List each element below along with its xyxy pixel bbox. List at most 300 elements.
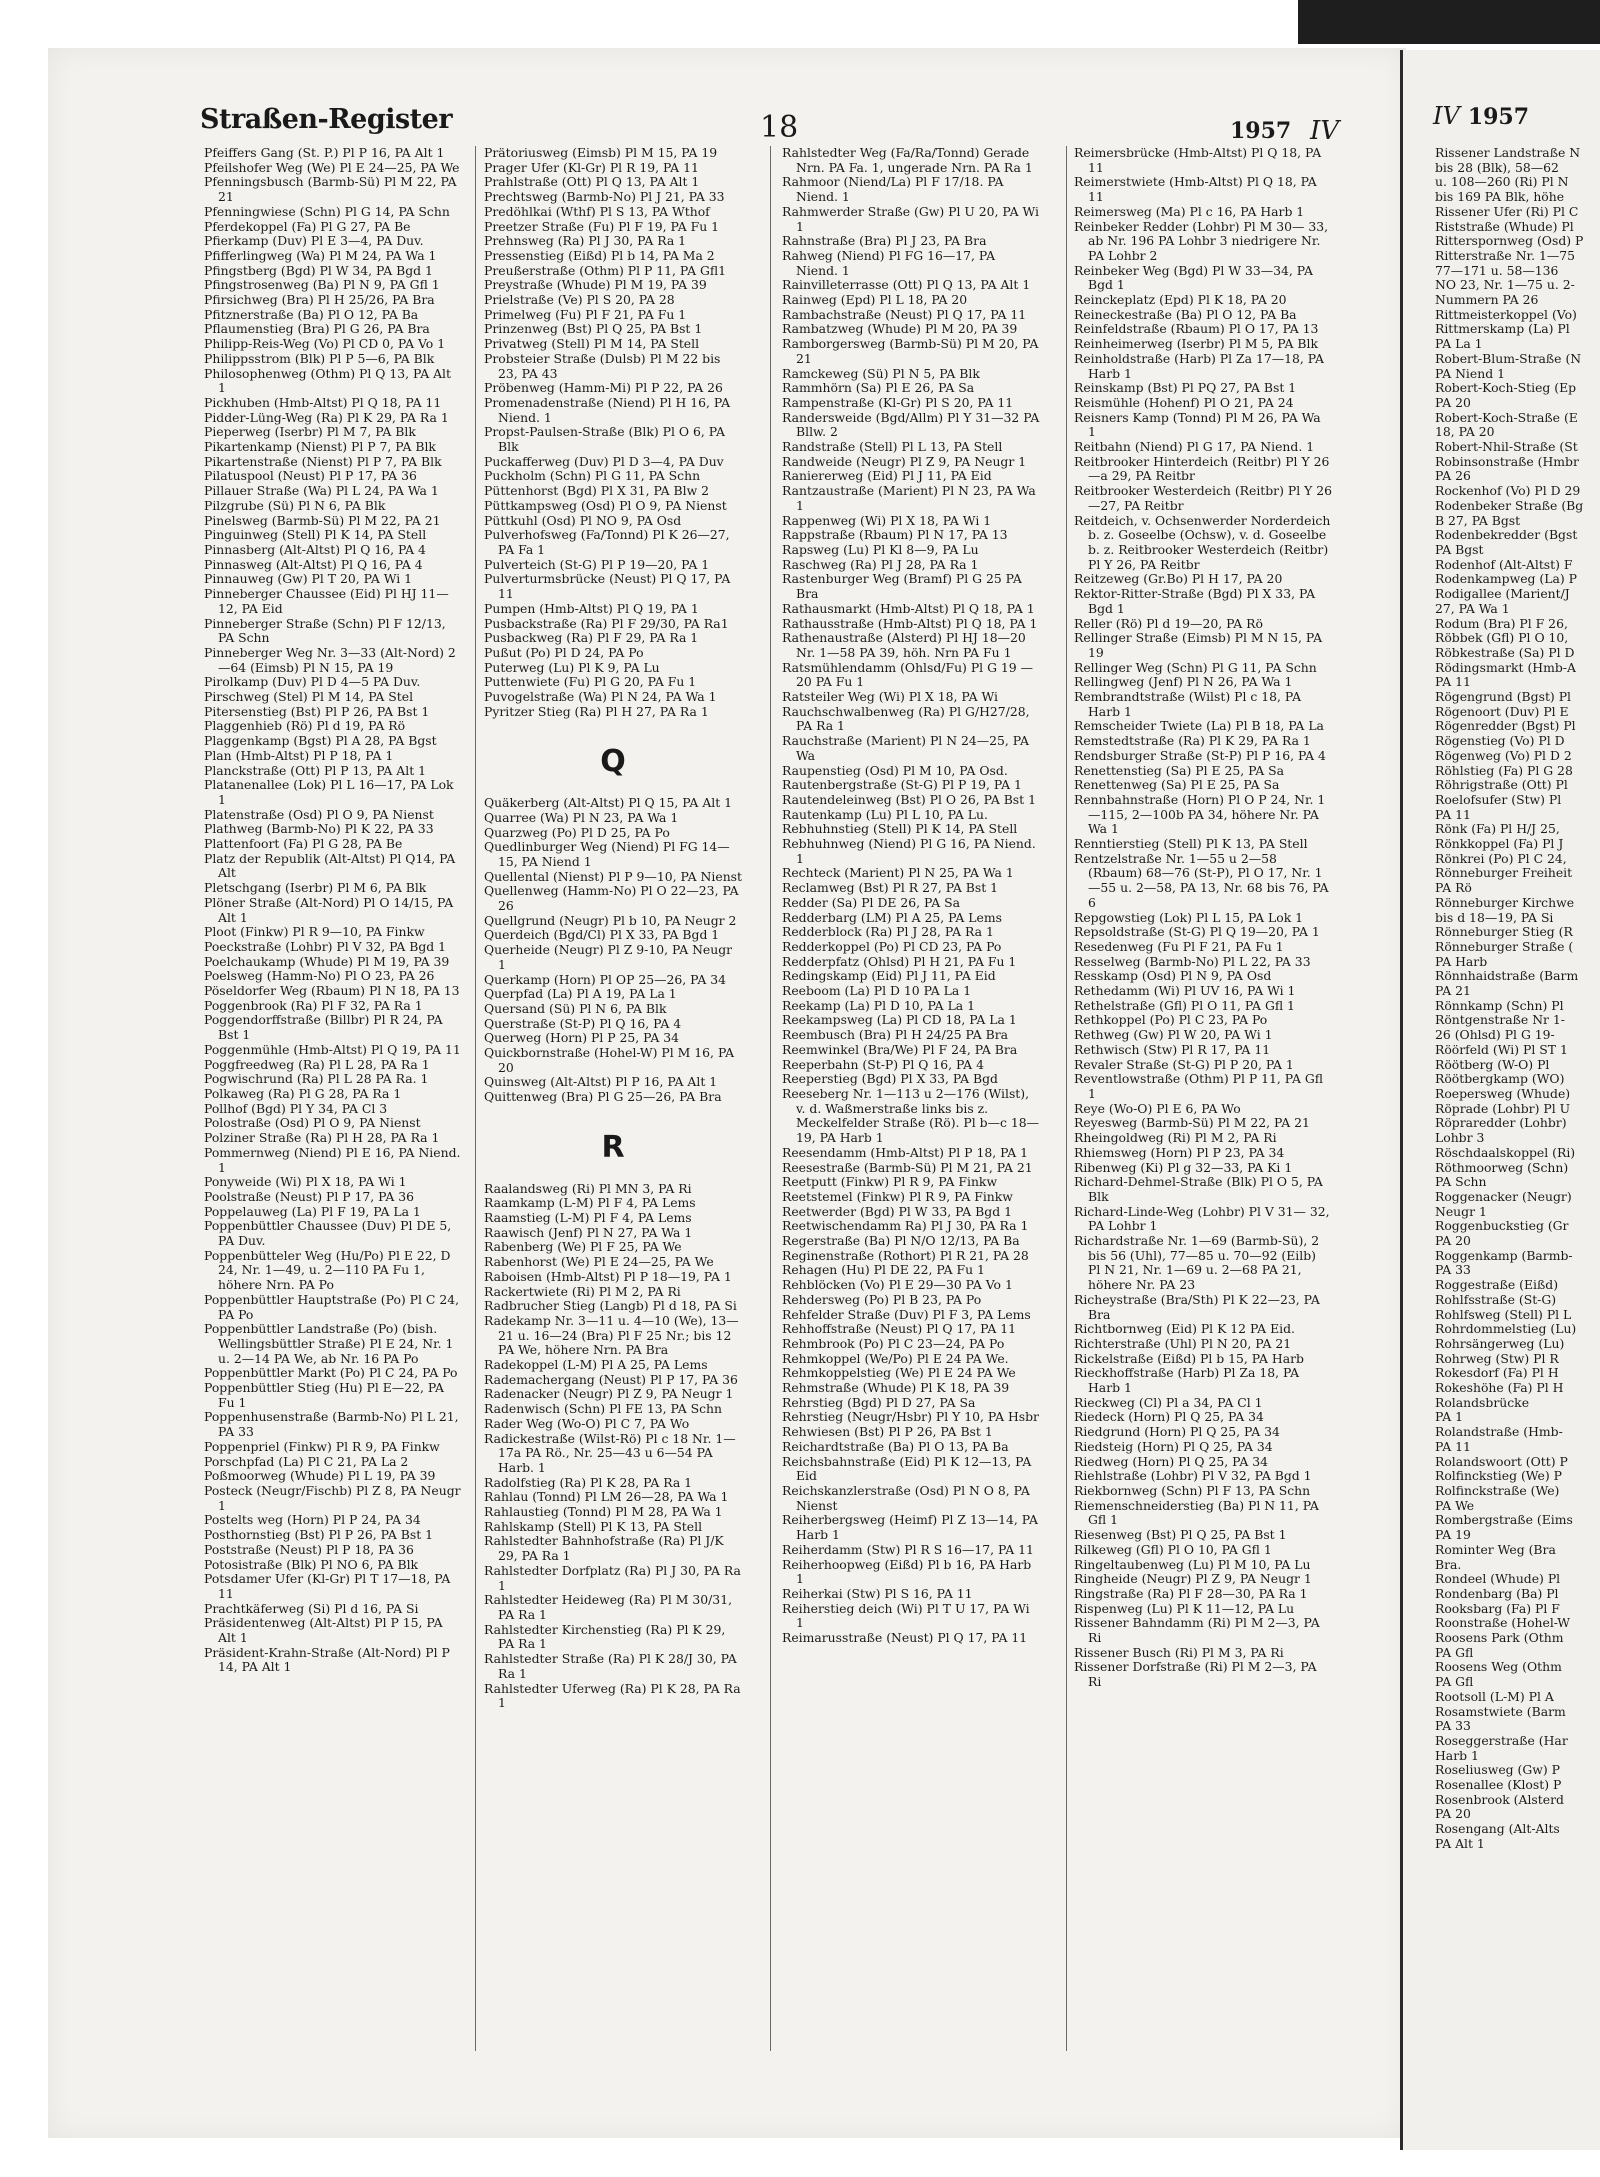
street-entry: Rolfinckstieg (We) P <box>1435 1468 1562 1484</box>
street-entry: Rabenberg (We) Pl F 25, PA We <box>484 1239 682 1255</box>
street-entry: Reiherbergsweg (Heimf) Pl Z 13—14, PA Harb 1 <box>782 1512 1038 1543</box>
street-entry: Rektor-Ritter-Straße (Bgd) Pl X 33, PA Bgd 1 <box>1074 586 1316 616</box>
street-entry: PA Alt 1 <box>1435 1835 1485 1851</box>
section-letter-q: Q <box>600 744 626 780</box>
street-entry: Rolandsbrücke <box>1435 1394 1530 1410</box>
street-entry: Poppenbütteler Weg (Hu/Po) Pl E 22, D 24, Nr. 1—49, u. 2—110 PA Fu 1, höhere Nrn. PA Po <box>204 1247 451 1293</box>
street-entry: Redderblock (Ra) Pl J 28, PA Ra 1 <box>782 924 994 940</box>
street-entry: Redderkoppel (Po) Pl CD 23, PA Po <box>782 938 1002 954</box>
street-entry: PA La 1 <box>1435 336 1483 352</box>
street-entry: Rodigallee (Marient/J <box>1435 586 1570 602</box>
street-entry: Querstraße (St-P) Pl Q 16, PA 4 <box>484 1015 682 1031</box>
street-entry: Reetstemel (Finkw) Pl R 9, PA Finkw <box>782 1188 1013 1204</box>
street-entry: Raalandsweg (Ri) Pl MN 3, PA Ri <box>484 1180 692 1196</box>
street-entry: Reineckestraße (Ba) Pl O 12, PA Ba <box>1074 306 1297 322</box>
street-entry: Rahlskamp (Stell) Pl K 13, PA Stell <box>484 1518 703 1534</box>
street-entry: Röhlstieg (Fa) Pl G 28 <box>1435 762 1573 778</box>
street-entry: Pflaumenstieg (Bra) Pl G 26, PA Bra <box>204 321 430 337</box>
street-entry: Remscheider Twiete (La) Pl B 18, PA La <box>1074 718 1324 734</box>
street-entry: Rethedamm (Wi) Pl UV 16, PA Wi 1 <box>1074 983 1296 999</box>
street-entry: Renntierstieg (Stell) Pl K 13, PA Stell <box>1074 836 1308 852</box>
street-entry: Rönkkoppel (Fa) Pl J <box>1435 836 1564 852</box>
street-entry: Rehdersweg (Po) Pl B 23, PA Po <box>782 1291 982 1307</box>
street-entry: Quinsweg (Alt-Altst) Pl P 16, PA Alt 1 <box>484 1074 718 1090</box>
street-entry: Ritterspornweg (Osd) P <box>1435 233 1584 249</box>
street-entry: Ribenweg (Ki) Pl g 32—33, PA Ki 1 <box>1074 1159 1293 1175</box>
street-entry: Rademachergang (Neust) Pl P 17, PA 36 <box>484 1371 738 1387</box>
street-entry: Reinckeplatz (Epd) Pl K 18, PA 20 <box>1074 292 1287 308</box>
street-entry: Reeperbahn (St-P) Pl Q 16, PA 4 <box>782 1056 984 1072</box>
street-entry: Rissener Landstraße N <box>1435 145 1581 160</box>
street-entry: Reimersweg (Ma) Pl c 16, PA Harb 1 <box>1074 203 1305 219</box>
street-entry: Reinbeker Redder (Lohbr) Pl M 30— 33, ab Nr. 196 PA Lohbr 3 niedrigere Nr. PA Lohbr 2 <box>1074 218 1329 263</box>
street-entry: Predöhlkai (Wthf) Pl S 13, PA Wthof <box>484 203 710 219</box>
street-entry: Pinneberger Straße (Schn) Pl F 12/13, PA Schn <box>204 615 446 646</box>
street-entry: Rathenaustraße (Alsterd) Pl HJ 18—20 Nr. 1—58 PA 39, höh. Nrn PA Fu 1 <box>782 630 1026 660</box>
street-entry: Neugr 1 <box>1435 1203 1487 1219</box>
street-entry: Pidder-Lüng-Weg (Ra) Pl K 29, PA Ra 1 <box>204 409 449 425</box>
street-entry: Reinholdstraße (Harb) Pl Za 17—18, PA Harb 1 <box>1074 350 1324 381</box>
street-entry: Quickbornstraße (Hohel-W) Pl M 16, PA 20 <box>484 1045 735 1075</box>
street-entry: Reekamp (La) Pl D 10, PA La 1 <box>782 997 976 1013</box>
street-entry: Rechteck (Marient) Pl N 25, PA Wa 1 <box>782 865 1014 881</box>
street-entry: PA 20 <box>1435 1233 1471 1249</box>
street-entry: PA 21 <box>1435 983 1471 999</box>
street-entry: Rodenbeker Straße (Bg <box>1435 497 1584 513</box>
street-entry: Rehmkoppel (We/Po) Pl E 24 PA We. <box>782 1350 1009 1366</box>
street-entry: Resedenweg (Fu Pl F 21, PA Fu 1 <box>1074 938 1284 954</box>
street-entry: Poeckstraße (Lohbr) Pl V 32, PA Bgd 1 <box>204 938 447 954</box>
street-entry: Poelsweg (Hamm-No) Pl O 23, PA 26 <box>204 968 435 984</box>
street-entry: PA We <box>1435 1497 1475 1513</box>
street-entry: Roosens Park (Othm <box>1435 1630 1564 1646</box>
street-entry: bis 28 (Blk), 58—62 <box>1435 159 1559 175</box>
street-entry: Pletschgang (Iserbr) Pl M 6, PA Blk <box>204 880 427 896</box>
street-entry: Rautenbergstraße (St-G) Pl P 19, PA 1 <box>782 777 1022 793</box>
street-entry: Postelts weg (Horn) Pl P 24, PA 34 <box>204 1512 421 1528</box>
street-entry: Pressenstieg (Eißd) Pl b 14, PA Ma 2 <box>484 247 715 263</box>
street-entry: Rönk (Fa) Pl H/J 25, <box>1435 821 1560 837</box>
street-entry: Polkaweg (Ra) Pl G 28, PA Ra 1 <box>204 1086 402 1101</box>
street-entry: Ponyweide (Wi) Pl X 18, PA Wi 1 <box>204 1174 407 1190</box>
street-entry: Quellenweg (Hamm-No) Pl O 22—23, PA 26 <box>484 883 739 914</box>
street-entry: Rahnstraße (Bra) Pl J 23, PA Bra <box>782 233 987 249</box>
page-number: 18 <box>760 110 799 145</box>
street-entry: Rootsoll (L-M) Pl A <box>1435 1688 1554 1704</box>
column-divider <box>1066 146 1067 2051</box>
street-entry: Nummern PA 26 <box>1435 292 1539 308</box>
street-entry: Poppenbüttler Chaussee (Duv) Pl DE 5, PA Duv. <box>204 1218 452 1249</box>
page-title: Straßen-Register <box>200 104 453 135</box>
street-entry: Reesendamm (Hmb-Altst) Pl P 18, PA 1 <box>782 1144 1029 1160</box>
street-entry: Rendsburger Straße (St-P) Pl P 16, PA 4 <box>1074 747 1326 763</box>
street-entry: Polziner Straße (Ra) Pl H 28, PA Ra 1 <box>204 1130 440 1146</box>
street-entry: Prahlstraße (Ott) Pl Q 13, PA Alt 1 <box>484 174 700 190</box>
street-entry: Puvogelstraße (Wa) Pl N 24, PA Wa 1 <box>484 689 717 705</box>
page-volume: IV <box>1310 116 1340 146</box>
street-entry: Rahlstedter Uferweg (Ra) Pl K 28, PA Ra 1 <box>484 1680 741 1711</box>
street-entry: Riehlstraße (Lohbr) Pl V 32, PA Bgd 1 <box>1074 1468 1312 1484</box>
street-entry: Rembrandtstraße (Wilst) Pl c 18, PA Harb 1 <box>1074 689 1302 719</box>
street-entry: Renettenstieg (Sa) Pl E 25, PA Sa <box>1074 762 1285 778</box>
street-entry: B 27, PA Bgst <box>1435 512 1521 528</box>
street-entry: Rainvilleterrasse (Ott) Pl Q 13, PA Alt 1 <box>782 277 1031 293</box>
street-entry: Remstedtstraße (Ra) Pl K 29, PA Ra 1 <box>1074 733 1311 749</box>
street-entry: Reiherhoopweg (Eißd) Pl b 16, PA Harb 1 <box>782 1556 1032 1587</box>
street-entry: Reclamweg (Bst) Pl R 27, PA Bst 1 <box>782 880 999 896</box>
street-entry: Rappenweg (Wi) Pl X 18, PA Wi 1 <box>782 512 992 528</box>
street-entry: Radekoppel (L-M) Pl A 25, PA Lems <box>484 1357 708 1373</box>
street-entry: Reeboom (La) Pl D 10 PA La 1 <box>782 983 972 999</box>
street-entry: Rambachstraße (Neust) Pl Q 17, PA 11 <box>782 306 1027 322</box>
street-entry: Roelofsufer (Stw) Pl <box>1435 791 1562 807</box>
street-entry: Privatweg (Stell) Pl M 14, PA Stell <box>484 336 700 352</box>
street-entry: PA 26 <box>1435 468 1471 484</box>
street-entry: Rhiemsweg (Horn) Pl P 23, PA 34 <box>1074 1144 1285 1160</box>
street-entry: Rissener Dorfstraße (Ri) Pl M 2—3, PA Ri <box>1074 1659 1317 1690</box>
street-entry: Poppenbüttler Markt (Po) Pl C 24, PA Po <box>204 1365 458 1381</box>
street-entry: Rögenstieg (Vo) Pl D <box>1435 733 1565 749</box>
street-entry: PA 11 <box>1435 674 1471 690</box>
street-entry: Plan (Hmb-Altst) Pl P 18, PA 1 <box>204 747 394 763</box>
street-entry: Raawisch (Jenf) Pl N 27, PA Wa 1 <box>484 1224 693 1240</box>
street-entry: Puterweg (Lu) Pl K 9, PA Lu <box>484 659 660 675</box>
street-entry: Richtbornweg (Eid) Pl K 12 PA Eid. <box>1074 1321 1295 1337</box>
street-entry: Rahmoor (Niend/La) Pl F 17/18. PA Niend. 1 <box>782 174 1004 205</box>
street-entry: Riedeck (Horn) Pl Q 25, PA 34 <box>1074 1409 1264 1425</box>
street-entry: Rebhuhnstieg (Stell) Pl K 14, PA Stell <box>782 821 1018 837</box>
street-entry: Röötberg (W-O) Pl <box>1435 1056 1550 1072</box>
street-entry: Potosistraße (Blk) Pl NO 6, PA Blk <box>204 1556 419 1572</box>
street-entry: Reimersbrücke (Hmb-Altst) Pl Q 18, PA 11 <box>1074 146 1322 175</box>
street-entry: Pilzgrube (Sü) Pl N 6, PA Blk <box>204 497 386 513</box>
street-entry: Rethelstraße (Gfl) Pl O 11, PA Gfl 1 <box>1074 997 1295 1013</box>
street-entry: Rahmwerder Straße (Gw) Pl U 20, PA Wi 1 <box>782 203 1039 234</box>
street-entry: Roepersweg (Whude) <box>1435 1086 1571 1101</box>
street-entry: Reginenstraße (Rothort) Pl R 21, PA 28 <box>782 1247 1029 1263</box>
street-entry: Rohlfsweg (Stell) Pl L <box>1435 1306 1572 1322</box>
street-entry: Reemwinkel (Bra/We) Pl F 24, PA Bra <box>782 1041 1018 1057</box>
street-entry: Rambatzweg (Whude) Pl M 20, PA 39 <box>782 321 1018 337</box>
street-entry: 26 (Ohlsd) Pl G 19- <box>1435 1027 1555 1043</box>
street-entry: Rolandstraße (Hmb- <box>1435 1424 1563 1440</box>
next-page-year: 1957 <box>1467 104 1530 130</box>
street-entry: Harb 1 <box>1435 1747 1479 1763</box>
street-entry: Riedweg (Horn) Pl Q 25, PA 34 <box>1074 1453 1268 1469</box>
street-entry: Rosengang (Alt-Alts <box>1435 1821 1560 1837</box>
street-entry: Ritterstraße Nr. 1—75 <box>1435 247 1576 263</box>
street-entry: Rehmstraße (Whude) Pl K 18, PA 39 <box>782 1380 1010 1396</box>
street-entry: Röörfeld (Wi) Pl ST 1 <box>1435 1041 1568 1057</box>
street-entry: Rautendeleinweg (Bst) Pl O 26, PA Bst 1 <box>782 791 1036 807</box>
page-year: 1957 <box>1230 118 1292 144</box>
street-entry: Reitbrooker Westerdeich (Reitbr) Pl Y 26—27, PA Reitbr <box>1074 483 1332 513</box>
street-entry: Reye (Wo-O) Pl E 6, PA Wo <box>1074 1100 1241 1116</box>
street-entry: Rentzelstraße Nr. 1—55 u 2—58 (Rbaum) 68—76 (St-P), Pl O 17, Nr. 1—55 u. 2—58, PA 13, Nr. 68 bis 76, PA 6 <box>1074 850 1329 910</box>
street-entry: Rathausstraße (Hmb-Altst) Pl Q 18, PA 1 <box>782 615 1038 631</box>
street-entry: Pfifferlingweg (Wa) Pl M 24, PA Wa 1 <box>204 247 437 263</box>
street-entry: Roggenbuckstieg (Gr <box>1435 1218 1569 1234</box>
street-entry: Pinnasweg (Alt-Altst) Pl Q 16, PA 4 <box>204 556 423 572</box>
street-entry: Pikartenkamp (Nienst) Pl P 7, PA Blk <box>204 439 436 455</box>
street-entry: Pusbackstraße (Ra) Pl F 29/30, PA Ra1 <box>484 615 729 631</box>
street-entry: Randersweide (Bgd/Allm) Pl Y 31—32 PA Bllw. 2 <box>782 409 1040 440</box>
street-entry: Rosamstwiete (Barm <box>1435 1703 1566 1719</box>
street-entry: Posthornstieg (Bst) Pl P 26, PA Bst 1 <box>204 1527 434 1543</box>
street-entry: Richterstraße (Uhl) Pl N 20, PA 21 <box>1074 1335 1292 1351</box>
street-entry: Rönneburger Freiheit <box>1435 865 1573 881</box>
street-entry: Planckstraße (Ott) Pl P 13, PA Alt 1 <box>204 762 426 778</box>
street-entry: Pulverhofsweg (Fa/Tonnd) Pl K 26—27, PA Fa 1 <box>484 527 730 557</box>
street-entry: Pirschweg (Stel) Pl M 14, PA Stel <box>204 689 414 705</box>
street-entry: Quellental (Nienst) Pl P 9—10, PA Nienst <box>484 868 742 884</box>
street-entry: Rapsweg (Lu) Pl Kl 8—9, PA Lu <box>782 541 979 557</box>
street-entry: Preetzer Straße (Fu) Pl F 19, PA Fu 1 <box>484 218 720 234</box>
street-entry: Rombergstraße (Eims <box>1435 1512 1573 1528</box>
street-entry: Rittmerskamp (La) Pl <box>1435 321 1570 337</box>
street-entry: Reitbrooker Hinterdeich (Reitbr) Pl Y 26—a 29, PA Reitbr <box>1074 453 1330 484</box>
street-entry: Rathausmarkt (Hmb-Altst) Pl Q 18, PA 1 <box>782 600 1035 616</box>
street-entry: Rieckweg (Cl) Pl a 34, PA Cl 1 <box>1074 1394 1263 1410</box>
street-entry: PA 33 <box>1435 1262 1471 1278</box>
street-entry: Riekbornweg (Schn) Pl F 13, PA Schn <box>1074 1482 1311 1498</box>
street-entry: Reetputt (Finkw) Pl R 9, PA Finkw <box>782 1174 998 1190</box>
street-entry: Reiherstieg deich (Wi) Pl T U 17, PA Wi 1 <box>782 1600 1030 1631</box>
street-entry: Röprade (Lohbr) Pl U <box>1435 1100 1571 1116</box>
street-entry: Quellgrund (Neugr) Pl b 10, PA Neugr 2 <box>484 912 737 928</box>
street-entry: Quäkerberg (Alt-Altst) Pl Q 15, PA Alt 1 <box>484 795 733 811</box>
street-entry: Rickelstraße (Eißd) Pl b 15, PA Harb <box>1074 1350 1304 1366</box>
street-entry: Rackertwiete (Ri) Pl M 2, PA Ri <box>484 1283 681 1299</box>
street-entry: Raboisen (Hmb-Altst) Pl P 18—19, PA 1 <box>484 1268 732 1284</box>
street-entry: Ratsteiler Weg (Wi) Pl X 18, PA Wi <box>782 689 998 705</box>
street-entry: Röbkestraße (Sa) Pl D <box>1435 644 1575 660</box>
street-entry: Repgowstieg (Lok) Pl L 15, PA Lok 1 <box>1074 909 1304 925</box>
street-entry: Pillauer Straße (Wa) Pl L 24, PA Wa 1 <box>204 483 439 499</box>
street-entry: Reeperstieg (Bgd) Pl X 33, PA Bgd <box>782 1071 998 1087</box>
street-entry: Robert-Blum-Straße (N <box>1435 350 1582 366</box>
street-entry: Rodenbekredder (Bgst <box>1435 527 1578 543</box>
street-entry: Querpfad (La) Pl A 19, PA La 1 <box>484 986 677 1002</box>
street-entry: Prager Ufer (Kl-Gr) Pl R 19, PA 11 <box>484 159 699 175</box>
street-entry: Rissener Ufer (Ri) Pl C <box>1435 203 1579 219</box>
street-entry: Roseliusweg (Gw) P <box>1435 1762 1561 1778</box>
street-entry: Rilkeweg (Gfl) Pl O 10, PA Gfl 1 <box>1074 1541 1272 1557</box>
street-entry: PA 11 <box>1435 806 1471 822</box>
street-entry: Pirolkamp (Duv) Pl D 4—5 PA Duv. <box>204 674 421 690</box>
street-entry: Rehrstieg (Bgd) Pl D 27, PA Sa <box>782 1394 976 1410</box>
street-entry: Plöner Straße (Alt-Nord) Pl O 14/15, PA Alt 1 <box>204 894 454 925</box>
street-entry: Prehnsweg (Ra) Pl J 30, PA Ra 1 <box>484 233 687 249</box>
street-entry: Regerstraße (Ba) Pl N/O 12/13, PA Ba <box>782 1233 1020 1249</box>
street-entry: Polostraße (Osd) Pl O 9, PA Nienst <box>204 1115 421 1131</box>
street-entry: Pinguinweg (Stell) Pl K 14, PA Stell <box>204 527 427 543</box>
street-entry: Pöseldorfer Weg (Rbaum) Pl N 18, PA 13 <box>204 983 460 999</box>
street-entry: Reetwischendamm Ra) Pl J 30, PA Ra 1 <box>782 1218 1029 1234</box>
street-entry: Ramckeweg (Sü) Pl N 5, PA Blk <box>782 365 980 381</box>
street-entry: Radenwisch (Schn) Pl FE 13, PA Schn <box>484 1401 722 1417</box>
street-entry: Rahlstedter Heideweg (Ra) Pl M 30/31, PA Ra 1 <box>484 1592 733 1622</box>
street-entry: Rönnhaidstraße (Barm <box>1435 968 1579 984</box>
street-entry: PA Gfl <box>1435 1644 1474 1660</box>
register-column-2 <box>484 146 742 2056</box>
street-entry: Querheide (Neugr) Pl Z 9-10, PA Neugr 1 <box>484 942 733 972</box>
street-entry: Rehfelder Straße (Duv) Pl F 3, PA Lems <box>782 1306 1031 1322</box>
street-entry: Plathweg (Barmb-No) Pl K 22, PA 33 <box>204 821 434 837</box>
street-entry: Rönneburger Kirchwe <box>1435 894 1575 910</box>
street-entry: Poppenbüttler Landstraße (Po) (bish. Wellingsbüttler Straße) Pl E 24, Nr. 1 u. 2—14 PA We, ab Nr. 16 PA Po <box>204 1321 454 1366</box>
street-entry: bis d 18—19, PA Si <box>1435 909 1554 925</box>
street-entry: Rantzaustraße (Marient) Pl N 23, PA Wa 1 <box>782 483 1036 513</box>
street-entry: Pinelsweg (Barmb-Sü) Pl M 22, PA 21 <box>204 512 441 528</box>
street-entry: Robert-Nhil-Straße (St <box>1435 439 1578 455</box>
street-entry: Pyritzer Stieg (Ra) Pl H 27, PA Ra 1 <box>484 703 709 719</box>
street-entry: Pferdekoppel (Fa) Pl G 27, PA Be <box>204 218 411 234</box>
street-entry: Puttenwiete (Fu) Pl G 20, PA Fu 1 <box>484 674 697 690</box>
street-entry: Reembusch (Bra) Pl H 24/25 PA Bra <box>782 1027 1009 1043</box>
street-entry: Robert-Koch-Stieg (Ep <box>1435 380 1577 396</box>
street-entry: Radickestraße (Wilst-Rö) Pl c 18 Nr. 1—17a PA Rö., Nr. 25—43 u 6—54 PA Harb. 1 <box>484 1430 736 1475</box>
street-entry: Rolfinckstraße (We) <box>1435 1482 1560 1498</box>
street-entry: Poggenmühle (Hmb-Altst) Pl Q 19, PA 11 <box>204 1041 461 1057</box>
street-entry: Reekampsweg (La) Pl CD 18, PA La 1 <box>782 1012 1017 1028</box>
street-entry: Pogwischrund (Ra) Pl L 28 PA Ra. 1 <box>204 1071 429 1087</box>
street-entry: Poßmoorweg (Whude) Pl L 19, PA 39 <box>204 1468 436 1484</box>
street-entry: Platz der Republik (Alt-Altst) Pl Q14, PA Alt <box>204 850 456 881</box>
street-entry: Rooksbarg (Fa) Pl F <box>1435 1600 1560 1616</box>
street-entry: Reetwerder (Bgd) Pl W 33, PA Bgd 1 <box>782 1203 1012 1219</box>
street-entry: Philipp-Reis-Weg (Vo) Pl CD 0, PA Vo 1 <box>204 336 446 352</box>
street-entry: Rispenweg (Lu) Pl K 11—12, PA Lu <box>1074 1600 1295 1616</box>
street-entry: Radbrucher Stieg (Langb) Pl d 18, PA Si <box>484 1298 737 1314</box>
next-page-fragment <box>1400 50 1600 2150</box>
street-entry: Propst-Paulsen-Straße (Blk) Pl O 6, PA Blk <box>484 424 725 455</box>
street-entry: PA 33 <box>1435 1718 1471 1734</box>
street-entry: u. 108—260 (Ri) Pl N <box>1435 174 1569 190</box>
street-entry: Prechtsweg (Barmb-No) Pl J 21, PA 33 <box>484 189 725 205</box>
street-entry: Pfierkamp (Duv) Pl E 3—4, PA Duv. <box>204 233 424 249</box>
street-entry: Rödingsmarkt (Hmb-A <box>1435 659 1576 675</box>
street-entry: Richard-Linde-Weg (Lohbr) Pl V 31— 32, PA Lohbr 1 <box>1074 1203 1330 1234</box>
street-entry: Roggestraße (Eißd) <box>1435 1277 1559 1293</box>
street-entry: Querdeich (Bgd/Cl) Pl X 33, PA Bgd 1 <box>484 927 720 943</box>
street-entry: Radolfstieg (Ra) Pl K 28, PA Ra 1 <box>484 1474 693 1490</box>
street-entry: Püttenhorst (Bgd) Pl X 31, PA Blw 2 <box>484 483 710 499</box>
street-entry: Rahlstedter Straße (Ra) Pl K 28/J 30, PA Ra 1 <box>484 1651 737 1681</box>
street-entry: Rögenoort (Duv) Pl E <box>1435 703 1569 719</box>
street-entry: Rauchschwalbenweg (Ra) Pl G/H27/28, PA Ra 1 <box>782 703 1030 734</box>
street-entry: Pusbackweg (Ra) Pl F 29, PA Ra 1 <box>484 630 699 646</box>
street-entry: Rautenkamp (Lu) Pl L 10, PA Lu. <box>782 806 988 822</box>
street-entry: Pulverturmsbrücke (Neust) Pl Q 17, PA 11 <box>484 571 731 602</box>
street-entry: Rodenhof (Alt-Altst) F <box>1435 556 1573 572</box>
street-entry: Rondeel (Whude) Pl <box>1435 1571 1561 1587</box>
street-entry: Rehwiesen (Bst) Pl P 26, PA Bst 1 <box>782 1424 993 1440</box>
street-entry: Rodenkampweg (La) P <box>1435 571 1577 587</box>
street-entry: Poppenhusenstraße (Barmb-No) Pl L 21, PA 33 <box>204 1409 459 1440</box>
street-entry: Prielstraße (Ve) Pl S 20, PA 28 <box>484 292 675 308</box>
street-entry: Roonstraße (Hohel-W <box>1435 1615 1571 1631</box>
street-entry: NO 23, Nr. 1—75 u. 2- <box>1435 277 1575 293</box>
street-entry: Röötbergkamp (WO) <box>1435 1071 1565 1087</box>
street-entry: Revaler Straße (St-G) Pl P 20, PA 1 <box>1074 1056 1294 1072</box>
street-entry: Bra. <box>1435 1556 1462 1572</box>
street-entry: Präsident-Krahn-Straße (Alt-Nord) Pl P 14, PA Alt 1 <box>204 1644 450 1675</box>
street-entry: Reisners Kamp (Tonnd) Pl M 26, PA Wa 1 <box>1074 409 1321 440</box>
street-entry: Pfenningwiese (Schn) Pl G 14, PA Schn <box>204 203 450 219</box>
street-entry: Rahlstedter Dorfplatz (Ra) Pl J 30, PA Ra 1 <box>484 1562 741 1593</box>
street-entry: Rahlau (Tonnd) Pl LM 26—28, PA Wa 1 <box>484 1489 729 1505</box>
street-entry: Poggenbrook (Ra) Pl F 32, PA Ra 1 <box>204 997 423 1013</box>
street-entry: Püttkampsweg (Osd) Pl O 9, PA Nienst <box>484 497 727 513</box>
street-entry: Plattenfoort (Fa) Pl G 28, PA Be <box>204 836 403 852</box>
street-entry: Richard-Dehmel-Straße (Blk) Pl O 5, PA Blk <box>1074 1174 1323 1204</box>
street-entry: Reinskamp (Bst) Pl PQ 27, PA Bst 1 <box>1074 380 1297 396</box>
street-entry: Pickhuben (Hmb-Altst) Pl Q 18, PA 11 <box>204 394 442 410</box>
street-entry: Rammhörn (Sa) Pl E 26, PA Sa <box>782 380 975 396</box>
street-entry: Rokeshöhe (Fa) Pl H <box>1435 1380 1564 1396</box>
street-entry: Rohrweg (Stw) Pl R <box>1435 1350 1559 1366</box>
street-entry: Poggfreedweg (Ra) Pl L 28, PA Ra 1 <box>204 1056 430 1072</box>
register-column-4 <box>1074 146 1332 2056</box>
street-entry: Rader Weg (Wo-O) Pl C 7, PA Wo <box>484 1415 690 1431</box>
street-entry: Pfitznerstraße (Ba) Pl O 12, PA Ba <box>204 306 419 322</box>
street-entry: Rethkoppel (Po) Pl C 23, PA Po <box>1074 1012 1268 1028</box>
street-entry: Rethweg (Gw) Pl W 20, PA Wi 1 <box>1074 1027 1273 1043</box>
street-entry: Reiherdamm (Stw) Pl R S 16—17, PA 11 <box>782 1541 1034 1557</box>
street-entry: Quittenweg (Bra) Pl G 25—26, PA Bra <box>484 1089 722 1105</box>
street-entry: Reitbahn (Niend) Pl G 17, PA Niend. 1 <box>1074 439 1315 455</box>
street-entry: Poststraße (Neust) Pl P 18, PA 36 <box>204 1541 414 1557</box>
street-entry: Pommernweg (Niend) Pl E 16, PA Niend. 1 <box>204 1144 461 1175</box>
street-entry: Quarzweg (Po) Pl D 25, PA Po <box>484 824 670 840</box>
street-entry: PA 11 <box>1435 1438 1471 1454</box>
street-entry: Poppenpriel (Finkw) Pl R 9, PA Finkw <box>204 1438 440 1454</box>
street-entry: Pitersenstieg (Bst) Pl P 26, PA Bst 1 <box>204 703 430 719</box>
street-entry: Röschdaalskoppel (Ri) <box>1435 1144 1576 1160</box>
street-entry: Rellinger Weg (Schn) Pl G 11, PA Schn <box>1074 659 1317 675</box>
street-entry: Roggenkamp (Barmb- <box>1435 1247 1573 1263</box>
street-entry: Rellinger Straße (Eimsb) Pl M N 15, PA 19 <box>1074 630 1323 660</box>
street-entry: Rahlstedter Bahnhofstraße (Ra) Pl J/K 29, PA Ra 1 <box>484 1533 724 1564</box>
street-entry: Pulverteich (St-G) Pl P 19—20, PA 1 <box>484 556 710 572</box>
street-entry: Poggendorffstraße (Billbr) Pl R 24, PA Bst 1 <box>204 1012 443 1043</box>
street-entry: Poolstraße (Neust) Pl P 17, PA 36 <box>204 1188 415 1204</box>
street-entry: Rögenweg (Vo) Pl D 2 <box>1435 747 1572 763</box>
street-entry: PA Harb <box>1435 953 1488 969</box>
street-entry: Quarree (Wa) Pl N 23, PA Wa 1 <box>484 809 679 825</box>
street-entry: Rögenredder (Bgst) Pl <box>1435 718 1576 734</box>
street-entry: Rampenstraße (Kl-Gr) Pl S 20, PA 11 <box>782 394 1014 410</box>
street-entry: Reiherkai (Stw) Pl S 16, PA 11 <box>782 1585 973 1601</box>
street-entry: Rissener Busch (Ri) Pl M 3, PA Ri <box>1074 1644 1284 1660</box>
street-entry: PA 1 <box>1435 1409 1463 1425</box>
street-entry: PA Gfl <box>1435 1674 1474 1690</box>
column-2-r-entries <box>484 1182 742 1711</box>
street-entry: Pinneberger Chaussee (Eid) Pl HJ 11—12, PA Eid <box>204 586 449 616</box>
street-entry: Rieckhoffstraße (Harb) Pl Za 18, PA Harb 1 <box>1074 1365 1300 1396</box>
street-entry: Rokesdorf (Fa) Pl H <box>1435 1365 1559 1381</box>
street-entry: Reimerstwiete (Hmb-Altst) Pl Q 18, PA 11 <box>1074 174 1317 205</box>
street-entry: Pfeilshofer Weg (We) Pl E 24—25, PA We <box>204 159 460 175</box>
street-entry: Rohlfsstraße (St-G) <box>1435 1291 1557 1307</box>
street-entry: Poppelauweg (La) Pl F 19, PA La 1 <box>204 1203 421 1219</box>
street-entry: Poppenbüttler Hauptstraße (Po) Pl C 24, PA Po <box>204 1291 460 1322</box>
street-entry: PA 19 <box>1435 1527 1471 1543</box>
street-entry: Pinnauweg (Gw) Pl T 20, PA Wi 1 <box>204 571 413 587</box>
street-entry: Pieperweg (Iserbr) Pl M 7, PA Blk <box>204 424 416 440</box>
street-entry: Pußut (Po) Pl D 24, PA Po <box>484 644 644 660</box>
